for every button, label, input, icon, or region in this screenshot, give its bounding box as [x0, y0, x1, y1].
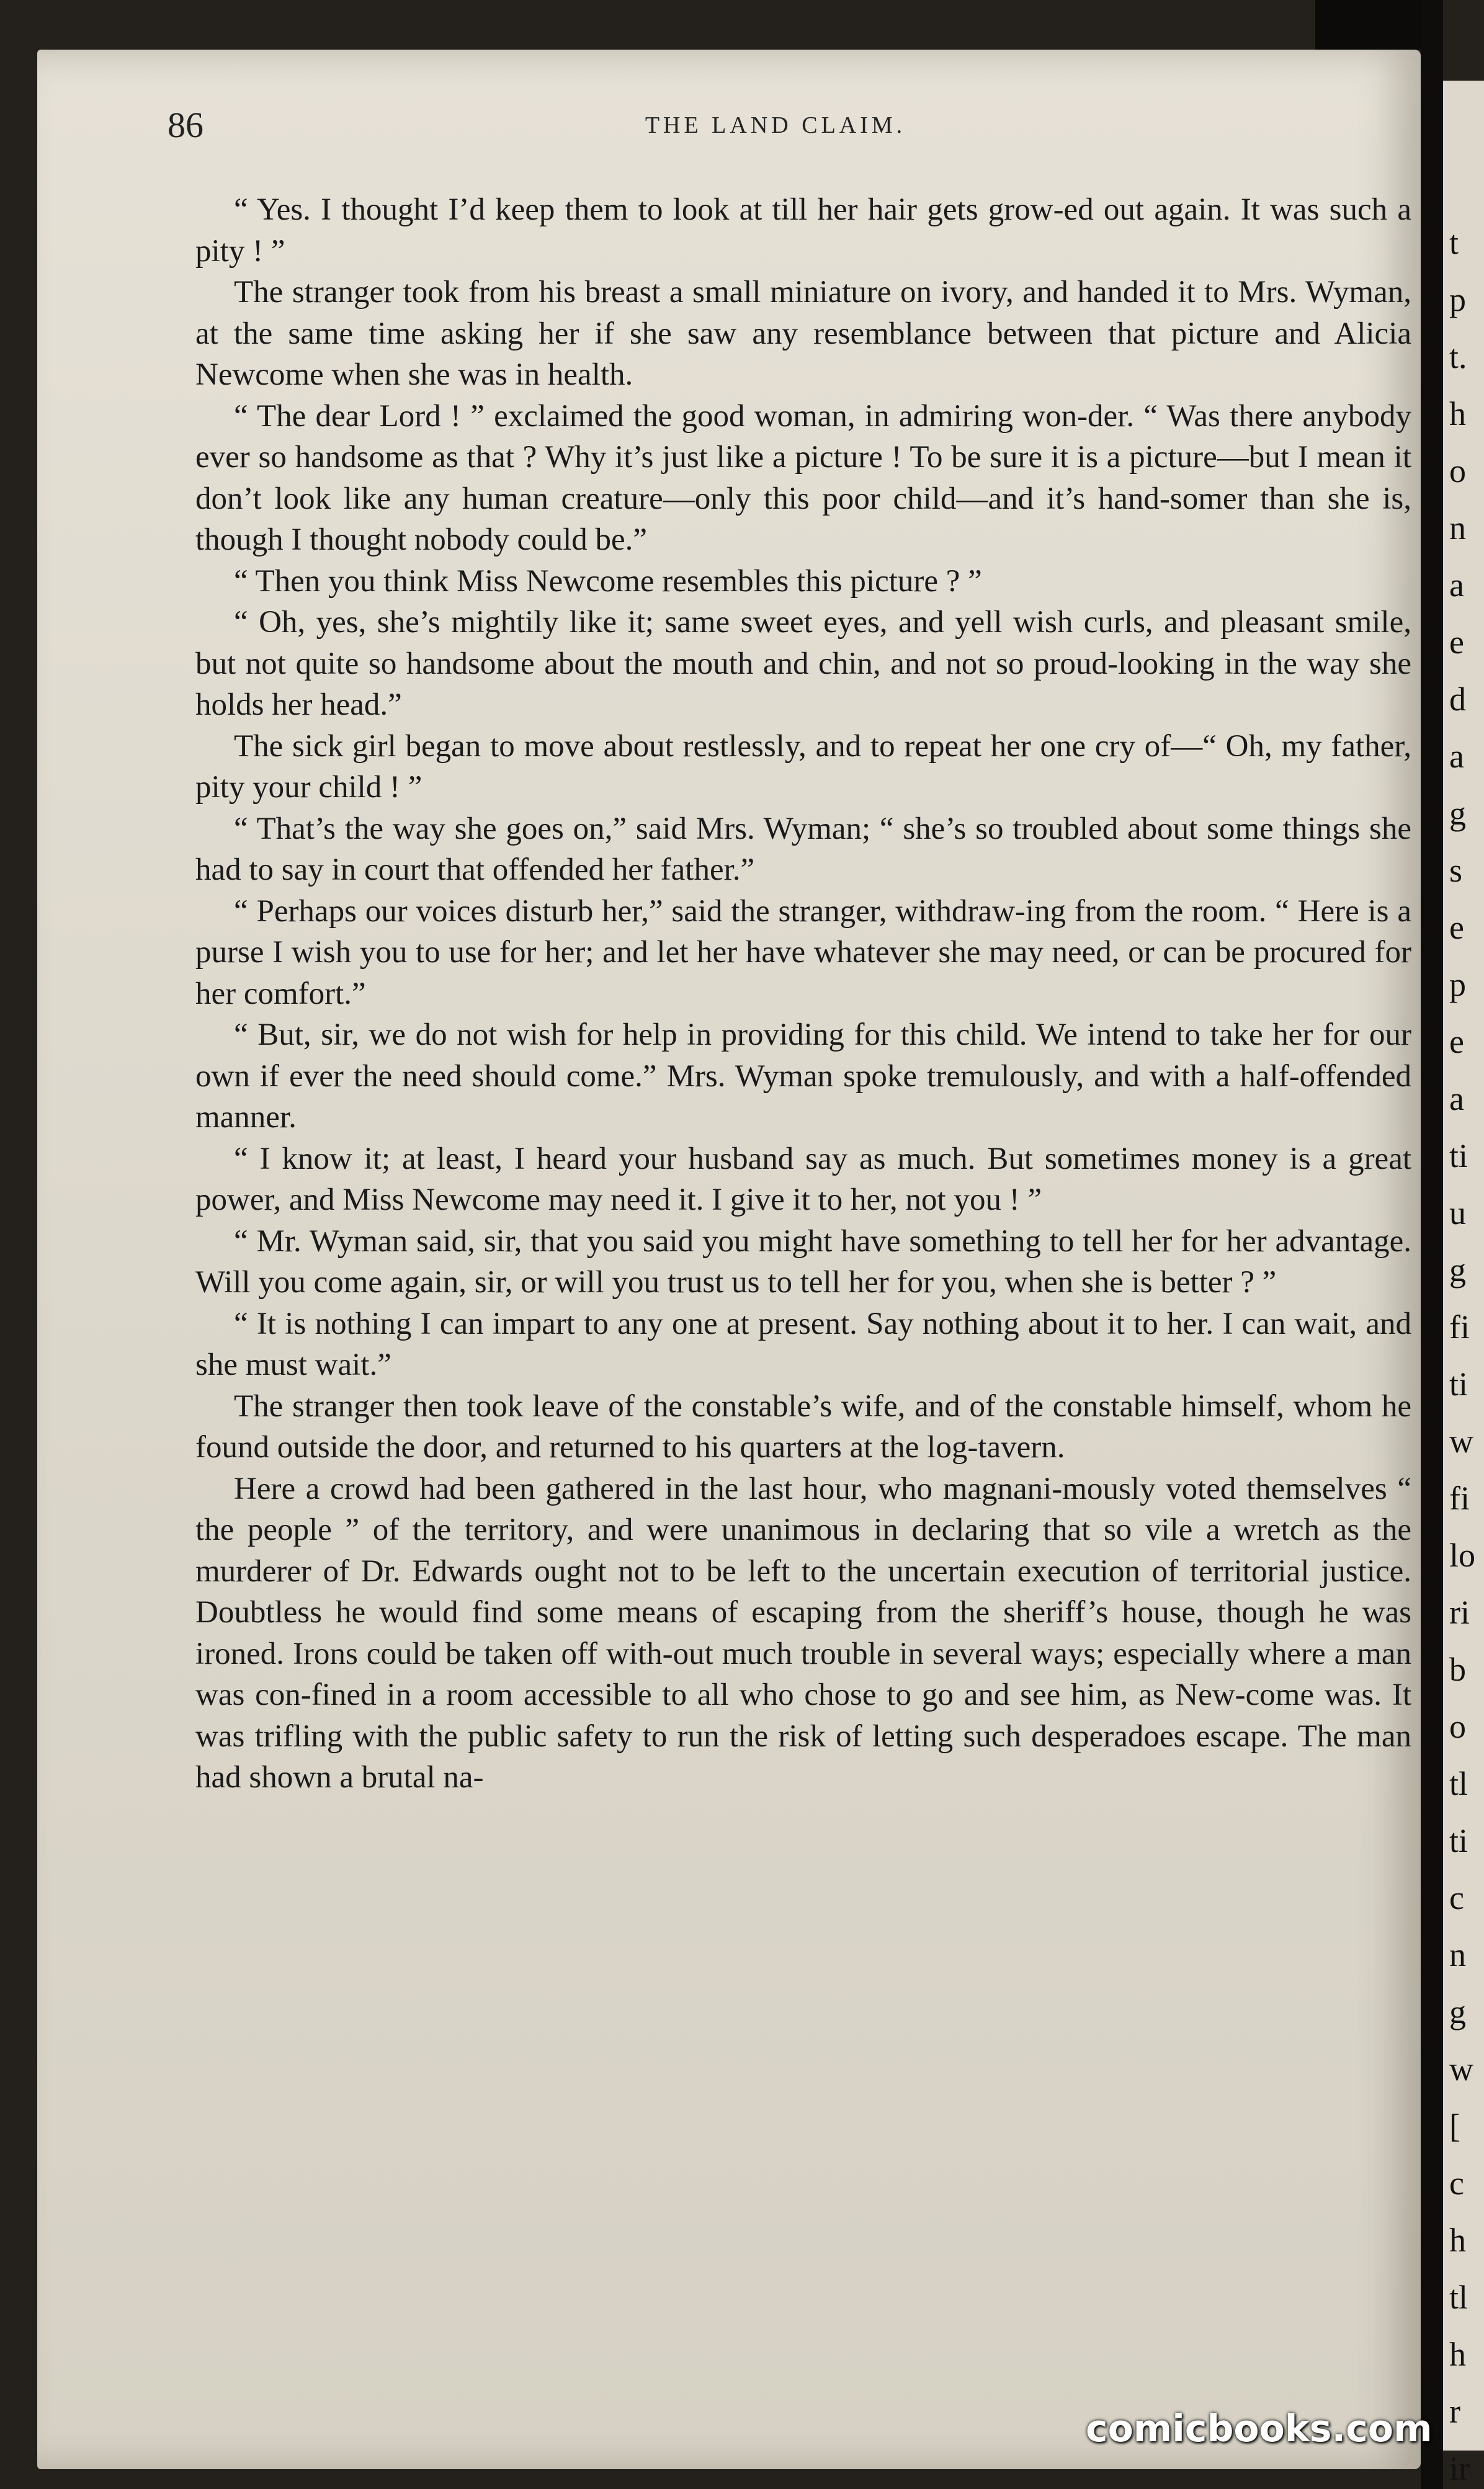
facing-page-fragment: a [1449, 738, 1464, 775]
facing-page-fragment: n [1449, 509, 1466, 547]
facing-page-fragment: g [1449, 1251, 1466, 1289]
paragraph: “ The dear Lord ! ” exclaimed the good woman, in admiring won-der. “ Was there anybody ever so handsome as that ? Why it’s just like a picture ! To be sure it is a picture—but I mean it don’t look like any human creature—only this poor child—and it’s hand-somer than she is, though I thought nobody could be.” [195, 398, 1411, 557]
running-head: THE LAND CLAIM. [645, 112, 906, 138]
facing-page-fragment: h [1449, 2222, 1466, 2259]
facing-page-fragment: tl [1449, 1765, 1468, 1802]
facing-page-fragment: s [1449, 852, 1463, 889]
facing-page-fragment: lo [1449, 1537, 1476, 1574]
facing-page-fragment: ti [1449, 1365, 1468, 1403]
facing-page-fragment: [ [1449, 2107, 1460, 2145]
facing-page-fragment: ri [1449, 1594, 1470, 1631]
paragraph: The stranger took from his breast a small miniature on ivory, and handed it to Mrs. Wyman, at the same time asking her if she saw any resemblance between that picture and Alicia Newcome when she was in health. [195, 275, 1411, 392]
facing-page-fragment: p [1449, 966, 1466, 1003]
paragraph: “ Mr. Wyman said, sir, that you said you might have something to tell her for her advantage. Will you come again, sir, or will you trust us to tell her for you, when she is better ? ” [195, 1223, 1411, 1300]
facing-page-fragment: o [1449, 1708, 1466, 1745]
facing-page-fragment: fi [1449, 1480, 1470, 1517]
facing-page-fragment: t. [1449, 338, 1467, 375]
facing-page-fragment: c [1449, 2165, 1464, 2202]
facing-page-fragment: ti [1449, 1822, 1468, 1859]
facing-page-fragment: a [1449, 566, 1464, 604]
facing-page-fragment: e [1449, 623, 1464, 661]
paragraph: “ Then you think Miss Newcome resembles this picture ? ” [234, 563, 982, 599]
facing-page-fragment: n [1449, 1936, 1466, 1973]
facing-page-fragment: h [1449, 395, 1466, 432]
facing-page-fragment: g [1449, 1993, 1466, 2031]
paragraph: “ Perhaps our voices disturb her,” said the stranger, withdraw-ing from the room. “ Here is a purse I wish you to use for her; and let her have whatever she may need, or can be procured for her comfort.” [195, 893, 1411, 1011]
paragraph: “ Oh, yes, she’s mightily like it; same sweet eyes, and yell wish curls, and pleasant smile, but not quite so handsome about the mouth and chin, and not so proud-looking in the way she holds her head.” [195, 605, 1411, 722]
facing-page-fragment: w [1449, 1423, 1473, 1460]
paragraph: “ But, sir, we do not wish for help in providing for this child. We intend to take her for our own if ever the need should come.” Mrs. Wyman spoke tremulously, and with a half-offended manner. [195, 1017, 1411, 1135]
facing-page-fragment: e [1449, 1023, 1464, 1060]
facing-page-fragment: d [1449, 681, 1466, 718]
paragraph: The sick girl began to move about restlessly, and to repeat her one cry of—“ Oh, my father, pity your child ! ” [195, 728, 1411, 805]
facing-page-fragment: ti [1449, 1137, 1468, 1174]
facing-page-fragment: o [1449, 452, 1466, 489]
page-header [168, 104, 1383, 154]
facing-page-fragment: a [1449, 1080, 1464, 1117]
facing-page-fragment: u [1449, 1194, 1466, 1231]
page-number: 86 [168, 105, 203, 145]
book-edge-shadow [1315, 0, 1421, 50]
facing-page-fragment: b [1449, 1651, 1466, 1688]
facing-page-fragment: p [1449, 281, 1466, 318]
paragraph: Here a crowd had been gathered in the last hour, who magnani-mously voted themselves “ the people ” of the territory, and were unanimous in declaring that so vile a wretch as the murderer of Dr. Edwards ought not to be left to the uncertain execution of territorial justice. Doubtless he would find some means of escaping from the sheriff’s house, though he was ironed. Irons could be taken off with-out much trouble in several ways; especially where a man was con-fined in a room accessible to all who chose to go and see him, as New-come was. It was trifling with the public safety to run the risk of letting such desperadoes escape. The man had shown a brutal na- [195, 1471, 1411, 1795]
facing-page-fragment: w [1449, 2050, 1473, 2088]
watermark: comicbooks.com [1086, 2407, 1433, 2451]
paragraph: “ That’s the way she goes on,” said Mrs. Wyman; “ she’s so troubled about some things she had to say in court that offended her father.” [195, 811, 1411, 887]
facing-page-fragment: h [1449, 2336, 1466, 2373]
facing-page-fragment: ir [1449, 2450, 1470, 2487]
facing-page-fragment: g [1449, 795, 1466, 832]
facing-page-fragment: fi [1449, 1308, 1470, 1346]
page-body [195, 189, 1411, 1799]
facing-page-fragment: c [1449, 1879, 1464, 1916]
facing-page-edge [1443, 81, 1484, 2487]
book-gutter [1421, 0, 1443, 2489]
paragraph: “ It is nothing I can impart to any one at present. Say nothing about it to her. I can wait, and she must wait.” [195, 1306, 1411, 1382]
facing-page-fragment: t [1449, 224, 1459, 261]
paragraph: The stranger then took leave of the constable’s wife, and of the constable himself, whom he found outside the door, and returned to his quarters at the log-tavern. [195, 1388, 1411, 1465]
facing-page-fragment: e [1449, 909, 1464, 946]
paragraph: “ I know it; at least, I heard your husband say as much. But sometimes money is a great power, and Miss Newcome may need it. I give it to her, not you ! ” [195, 1141, 1411, 1217]
paragraph: “ Yes. I thought I’d keep them to look at till her hair gets grow-ed out again. It was such a pity ! ” [195, 192, 1411, 269]
facing-page-fragment: tl [1449, 2279, 1468, 2316]
facing-page-fragment: r [1449, 2393, 1460, 2430]
